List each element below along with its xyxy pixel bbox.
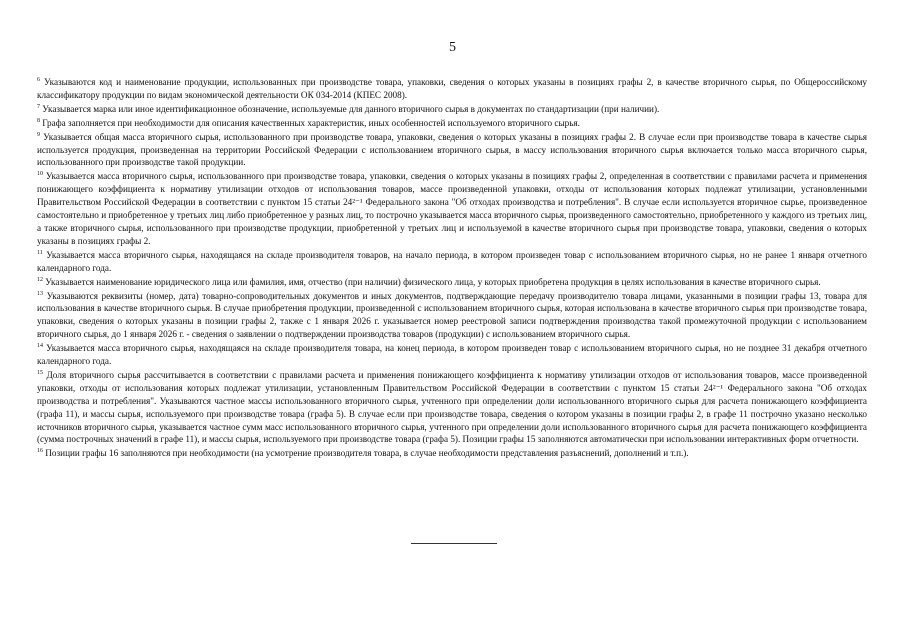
footnote-marker: 8 <box>37 117 40 124</box>
footnote-marker: 6 <box>37 76 40 83</box>
footnote-13 <box>37 290 867 342</box>
footnote-9 <box>37 131 867 170</box>
footnote-7 <box>37 103 867 116</box>
footnote-text: Графа заполняется при необходимости для описания качественных характеристик, иных особенностей используемого вторичного сырья. <box>42 117 580 128</box>
footnote-10 <box>37 170 867 247</box>
footnote-text: Указывается марка или иное идентификационное обозначение, используемые для данного вторичного сырья в документах по стандартизации (при наличии). <box>42 103 660 114</box>
footnote-text: Доля вторичного сырья рассчитывается в соответствии с правилами расчета и применения понижающего коэффициента к нормативу утилизации отходов от использования товаров, массе произведенной упаковки, отходы от использования которых подлежат утилизации, установленным Правительством Российской Федерации в соответствии с пунктом 15 статьи 24²⁻¹ Федерального закона "Об отходах производства и потребления". Указываются частное массы использованного вторичного сырья, учтенного при определении доли использованного вторичного сырья для расчета понижающего коэффициента (графа 11), и массы сырья, используемого при производстве товара (графа 5). В случае если при производстве товара, сведения о котором указаны в позиции графы 2, в графе 11 построчно указано несколько источников вторичного сырья, указывается частное сумм масс использованного вторичного сырья, учтенного при определении доли использованного вторичного сырья для расчета понижающего коэффициента (сумма построчных значений в графе 11), и массы сырья, используемого при производстве товара (графа 5). Позиции графы 15 заполняются автоматически при использовании интерактивных форм отчетности. <box>37 369 867 445</box>
footnote-marker: 9 <box>37 131 40 138</box>
footnote-16 <box>37 447 867 460</box>
footnote-text: Указывается общая масса вторичного сырья, использованного при производстве товара, упаковки, сведения о которых указаны в позициях графы 2. В случае если при производстве товара в качестве сырья используется продукция, произведенная на территории Российской Федерации с использованием вторичного сырья, в массу использования вторичного сырья включается только масса вторичного сырья, использованного при производстве такой продукции. <box>37 131 867 168</box>
footnote-marker: 14 <box>37 343 43 350</box>
footnote-text: Указывается масса вторичного сырья, использованного при производстве товара, упаковки, сведения о которых указаны в позициях графы 2, определенная в соответствии с правилами расчета и применения понижающего коэффициента к нормативу утилизации отходов от использования товаров, массе произведенной упаковки, отходы от использования которых подлежат утилизации, установленными Правительством Российской Федерации в соответствии с пунктом 15 статьи 24²⁻¹ Федерального закона "Об отходах производства и потребления". В случае если используется вторичное сырье, произведенное самостоятельно и приобретенное у третьих лиц либо приобретенное у разных лиц, то построчно указывается масса вторичного сырья, произведенного самостоятельно, приобретенного у каждого из третьих лиц, а также вторичного сырья, использованного при производстве продукции, приобретенной у третьих лиц и используемой в качестве вторичного сырья при производстве товара, упаковки, сведения о которых указаны в позициях графы 2. <box>37 171 868 246</box>
footnote-marker: 13 <box>37 290 43 297</box>
footnote-marker: 12 <box>37 276 43 283</box>
footnote-text: Указываются код и наименование продукции, использованных при производстве товара, упаковки, сведения о которых указаны в позициях графы 2, в качестве вторичного сырья, по Общероссийскому классификатору продукции по видам экономической деятельности ОК 034-2014 (КПЕС 2008). <box>37 77 868 100</box>
footnote-11 <box>37 249 867 275</box>
footnotes <box>37 76 867 461</box>
end-rule <box>411 543 497 544</box>
footnote-marker: 11 <box>37 249 43 256</box>
footnote-marker: 16 <box>37 448 43 455</box>
footnote-text: Позиции графы 16 заполняются при необходимости (на усмотрение производителя товара, в случае необходимости представления разъяснений, дополнений и т.п.). <box>45 448 689 459</box>
footnote-text: Указывается масса вторичного сырья, находящаяся на складе производителя товаров, на начало периода, в котором произведен товар с использованием вторичного сырья, но не ранее 1 января отчетного календарного года. <box>37 249 868 273</box>
footnote-6 <box>37 76 867 102</box>
footnote-15 <box>37 369 867 446</box>
footnote-12 <box>37 276 867 289</box>
footnote-marker: 7 <box>37 103 40 110</box>
page-number: 5 <box>449 40 456 55</box>
footnote-14 <box>37 342 867 368</box>
footnote-text: Указывается масса вторичного сырья, находящаяся на складе производителя товара, на конец периода, в котором произведен товар с использованием вторичного сырья, но не позднее 31 декабря отчетного календарного года. <box>37 343 867 367</box>
footnote-text: Указываются реквизиты (номер, дата) товарно-сопроводительных документов и иных документов, подтверждающие передачу производителю товара лицами, указанными в позиции графы 13, товара для использования в качестве вторичного сырья. В случае приобретения продукции, произведенной с использованием вторичного сырья, которая использована в качестве вторичного сырья при производстве товара, упаковки, сведения о которых указаны в позиции графы 2, также с 1 января 2026 г. указывается номер реестровой записи подтверждения производства такой промежуточной продукции с использованием вторичного сырья, до 1 января 2026 г. - сведения о заявлении о подтверждении производства товаров (продукции) с использованием вторичного сырья. <box>37 290 868 340</box>
footnote-text: Указывается наименование юридического лица или фамилия, имя, отчество (при наличии) физического лица, у которых приобретена продукция в целях использования в качестве вторичного сырья. <box>45 276 821 287</box>
footnote-8 <box>37 117 867 130</box>
footnote-marker: 15 <box>37 369 43 376</box>
footnote-marker: 10 <box>37 171 43 178</box>
